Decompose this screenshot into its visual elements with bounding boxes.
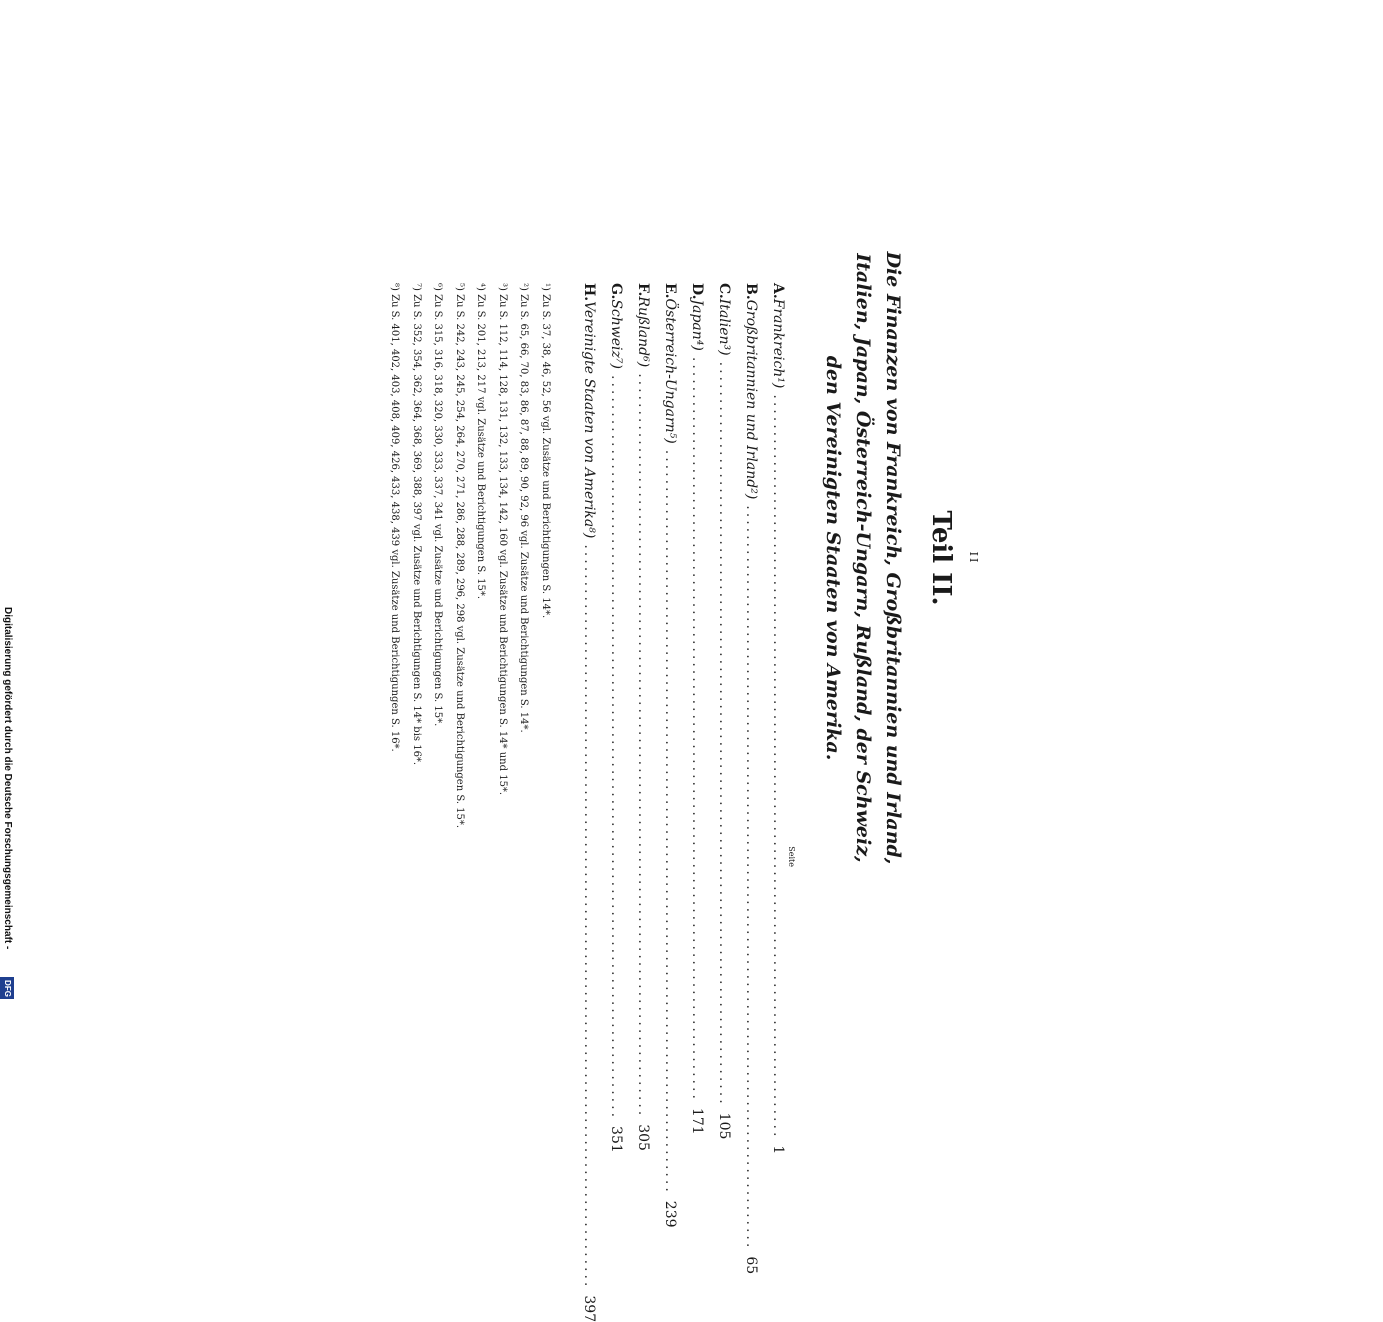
toc-page: 105 xyxy=(716,1112,732,1140)
rotated-page xyxy=(389,243,1058,1322)
seite-label: Seite xyxy=(787,846,796,867)
toc-dot-leader: .................................................................................................... xyxy=(689,356,705,1102)
toc-letter: H. xyxy=(581,283,597,302)
toc-entry xyxy=(732,283,759,1275)
footnote: ⁸) Zu S. 401, 402, 403, 408, 409, 426, 433, 438, 439 vgl. Zusätze und Berichtigungen S. 16*. xyxy=(389,283,401,752)
toc-title: Schweiz⁷) xyxy=(608,299,624,369)
footnote: ⁵) Zu S. 242, 243, 245, 254, 264, 270, 271, 286, 288, 289, 296, 298 vgl. Zusätze und Berichtigungen S. 15*. xyxy=(454,283,465,829)
toc-dot-leader: .................................................................................................... xyxy=(743,505,759,1251)
page-number: II xyxy=(967,551,980,565)
toc-title: Rußland⁶) xyxy=(635,296,651,368)
toc-letter: D. xyxy=(689,283,705,300)
toc-letter: E. xyxy=(662,283,678,299)
toc-dot-leader: .................................................................................................... xyxy=(770,394,786,1140)
toc-letter: B. xyxy=(743,283,759,300)
toc-page: 239 xyxy=(662,1200,678,1228)
toc-dot-leader: .................................................................................................... xyxy=(608,375,624,1121)
toc-entry xyxy=(759,283,786,1155)
footnotes xyxy=(384,283,556,863)
toc-dot-leader: .................................................................................................... xyxy=(716,361,732,1107)
digitization-credit xyxy=(0,607,14,997)
toc-entry xyxy=(705,283,732,1140)
toc-letter: C. xyxy=(716,283,732,299)
heading-line: den Vereinigten Staaten von Amerika. xyxy=(822,355,844,761)
toc-page: 1 xyxy=(770,1145,786,1155)
toc-title: Italien³) xyxy=(716,298,732,356)
toc-letter: F. xyxy=(635,283,651,297)
main-heading xyxy=(818,243,908,873)
toc-page: 171 xyxy=(689,1107,705,1135)
part-title: Teil II. xyxy=(926,510,956,606)
dfg-logo-text: DFG xyxy=(2,979,12,997)
footnote: ⁴) Zu S. 201, 213, 217 vgl. Zusätze und Berichtigungen S. 15*. xyxy=(475,283,487,600)
footnote: ⁶) Zu S. 315, 316, 318, 320, 330, 333, 337, 341 vgl. Zusätze und Berichtigungen S. 15*. xyxy=(432,283,444,727)
toc-entry xyxy=(597,283,624,1153)
toc-entry xyxy=(651,283,678,1228)
footnote: ³) Zu S. 112, 114, 128, 131, 132, 133, 134, 142, 160 vgl. Zusätze und Berichtigungen S. 14* und 15*. xyxy=(497,283,508,796)
heading-line: Die Finanzen von Frankreich, Großbritannien und Irland, xyxy=(882,251,904,865)
footnote: ²) Zu S. 65, 66, 70, 83, 86, 87, 88, 89, 90, 92, 96 vgl. Zusätze und Berichtigungen S. 14*. xyxy=(518,283,530,733)
dfg-logo xyxy=(0,977,14,999)
toc-page: 65 xyxy=(743,1256,759,1275)
toc-page: 305 xyxy=(635,1124,651,1151)
toc-title: Großbritannien und Irland²) xyxy=(743,299,759,500)
footnote: ¹) Zu S. 37, 38, 46, 52, 56 vgl. Zusätze und Berichtigungen S. 14*. xyxy=(540,283,551,619)
digitization-note: Digitalisierung gefördert durch die Deutsche Forschungsgemeinschaft - xyxy=(2,607,13,950)
heading-line: Italien, Japan, Österreich-Ungarn, Rußland, der Schweiz, xyxy=(852,253,874,863)
footnote: ⁷) Zu S. 352, 354, 362, 364, 368, 369, 388, 397 vgl. Zusätze und Berichtigungen S. 14* bis 16*. xyxy=(411,283,422,766)
toc-letter: G. xyxy=(608,283,624,300)
toc-title: Frankreich¹) xyxy=(770,298,786,389)
table-of-contents xyxy=(570,283,786,1322)
toc-entry xyxy=(570,283,597,1322)
toc-title: Österreich-Ungarn⁵) xyxy=(662,298,678,444)
toc-entry xyxy=(624,283,651,1151)
toc-entry xyxy=(678,283,705,1135)
toc-dot-leader: .................................................................................................... xyxy=(635,373,651,1119)
toc-page: 397 xyxy=(581,1295,597,1322)
toc-dot-leader: .................................................................................................... xyxy=(662,449,678,1195)
toc-page: 351 xyxy=(608,1126,624,1153)
toc-letter: A. xyxy=(770,283,786,299)
toc-title: Vereinigte Staaten von Amerika⁸) xyxy=(581,301,597,539)
toc-title: Japan⁴) xyxy=(689,299,705,351)
toc-dot-leader: .................................................................................................... xyxy=(581,544,597,1290)
